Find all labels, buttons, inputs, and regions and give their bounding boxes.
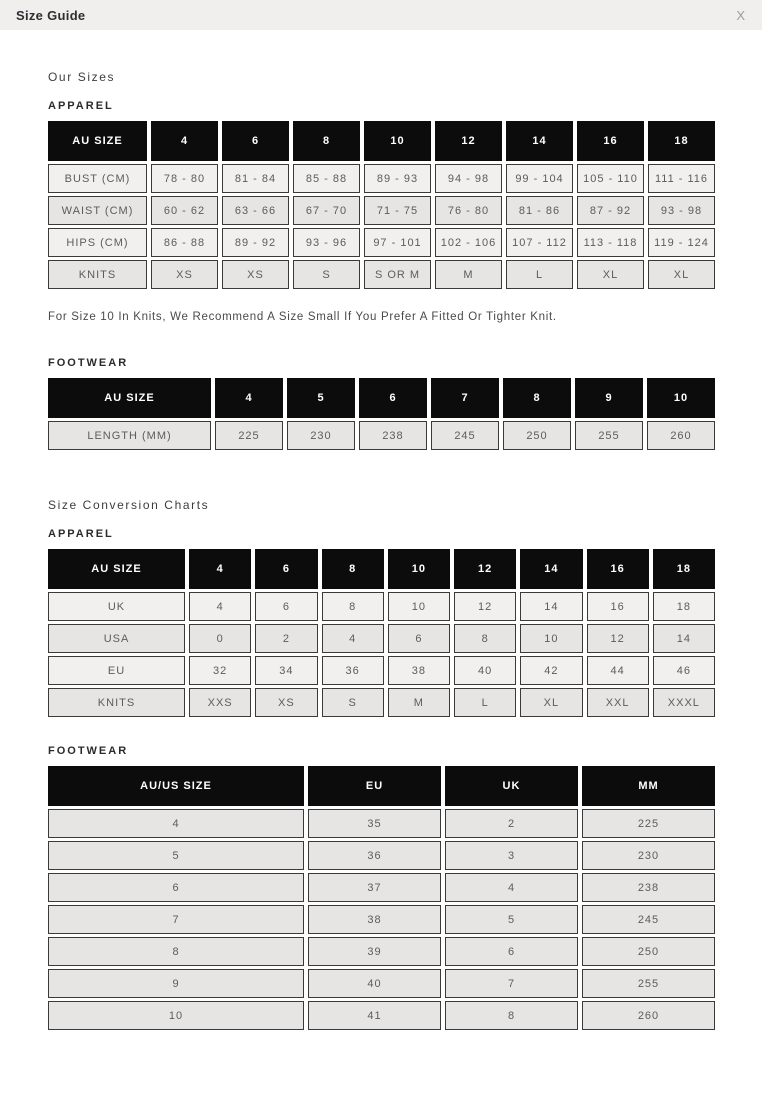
conversion-footwear-table: [48, 766, 715, 1030]
table-header-cell: 14: [520, 549, 582, 589]
table-header-cell: 8: [293, 121, 360, 161]
table-header-cell: 7: [431, 378, 499, 418]
table-header-cell: MM: [582, 766, 715, 806]
value-cell: 60 - 62: [151, 196, 218, 225]
value-cell: 67 - 70: [293, 196, 360, 225]
value-cell: 86 - 88: [151, 228, 218, 257]
value-cell: 6: [445, 937, 578, 966]
value-cell: S: [293, 260, 360, 289]
row-label-cell: EU: [48, 656, 185, 685]
table-header-cell: 6: [359, 378, 427, 418]
footwear-label-conversion: FOOTWEAR: [48, 745, 129, 757]
table-header-cell: 12: [435, 121, 502, 161]
row-label-cell: KNITS: [48, 688, 185, 717]
our-sizes-apparel-table: [48, 121, 715, 289]
value-cell: 225: [582, 809, 715, 838]
our-sizes-footwear-table: [48, 378, 715, 450]
close-icon[interactable]: X: [736, 7, 745, 23]
value-cell: 12: [587, 624, 649, 653]
table-header-cell: 4: [215, 378, 283, 418]
apparel-label-conversion: APPAREL: [48, 528, 114, 540]
value-cell: 78 - 80: [151, 164, 218, 193]
value-cell: 245: [582, 905, 715, 934]
modal-title: Size Guide: [16, 7, 86, 23]
row-label-cell: HIPS (CM): [48, 228, 147, 257]
value-cell: 3: [445, 841, 578, 870]
value-cell: 238: [582, 873, 715, 902]
value-cell: 81 - 84: [222, 164, 289, 193]
value-cell: 2: [445, 809, 578, 838]
value-cell: 250: [582, 937, 715, 966]
value-cell: 87 - 92: [577, 196, 644, 225]
table-header-cell: 10: [647, 378, 715, 418]
value-cell: 34: [255, 656, 317, 685]
value-cell: 7: [445, 969, 578, 998]
row-label-cell: USA: [48, 624, 185, 653]
value-cell: 36: [308, 841, 441, 870]
table-header-cell: 4: [189, 549, 251, 589]
value-cell: 76 - 80: [435, 196, 502, 225]
value-cell: XXL: [587, 688, 649, 717]
value-cell: 255: [575, 421, 643, 450]
value-cell: 2: [255, 624, 317, 653]
value-cell: 41: [308, 1001, 441, 1030]
value-cell: 16: [587, 592, 649, 621]
value-cell: XS: [255, 688, 317, 717]
value-cell: 12: [454, 592, 516, 621]
apparel-label-our-sizes: APPAREL: [48, 100, 114, 112]
value-cell: 97 - 101: [364, 228, 431, 257]
value-cell: 89 - 92: [222, 228, 289, 257]
table-header-cell: 10: [388, 549, 450, 589]
value-cell: 63 - 66: [222, 196, 289, 225]
value-cell: XL: [648, 260, 715, 289]
row-label-cell: 4: [48, 809, 304, 838]
table-header-cell: EU: [308, 766, 441, 806]
size-conversion-title: Size Conversion Charts: [48, 498, 210, 512]
table-header-cell: 14: [506, 121, 573, 161]
value-cell: 93 - 98: [648, 196, 715, 225]
value-cell: 39: [308, 937, 441, 966]
value-cell: 40: [308, 969, 441, 998]
value-cell: 46: [653, 656, 715, 685]
row-label-cell: WAIST (CM): [48, 196, 147, 225]
value-cell: 85 - 88: [293, 164, 360, 193]
table-header-cell: 6: [222, 121, 289, 161]
value-cell: 44: [587, 656, 649, 685]
value-cell: 4: [445, 873, 578, 902]
value-cell: 8: [322, 592, 384, 621]
table-header-cell: 12: [454, 549, 516, 589]
table-header-cell: 18: [648, 121, 715, 161]
value-cell: XXXL: [653, 688, 715, 717]
value-cell: 255: [582, 969, 715, 998]
value-cell: 14: [653, 624, 715, 653]
value-cell: 38: [388, 656, 450, 685]
value-cell: 37: [308, 873, 441, 902]
value-cell: M: [388, 688, 450, 717]
table-header-cell: 8: [503, 378, 571, 418]
value-cell: 245: [431, 421, 499, 450]
table-header-cell: 10: [364, 121, 431, 161]
table-header-cell: 16: [587, 549, 649, 589]
value-cell: XS: [151, 260, 218, 289]
value-cell: 113 - 118: [577, 228, 644, 257]
value-cell: S: [322, 688, 384, 717]
value-cell: 5: [445, 905, 578, 934]
row-label-cell: KNITS: [48, 260, 147, 289]
value-cell: 230: [287, 421, 355, 450]
row-label-cell: BUST (CM): [48, 164, 147, 193]
row-label-cell: 9: [48, 969, 304, 998]
value-cell: S OR M: [364, 260, 431, 289]
row-label-cell: 10: [48, 1001, 304, 1030]
table-header-cell: UK: [445, 766, 578, 806]
value-cell: 250: [503, 421, 571, 450]
table-header-cell: AU SIZE: [48, 378, 211, 418]
value-cell: 8: [445, 1001, 578, 1030]
row-label-cell: UK: [48, 592, 185, 621]
value-cell: 102 - 106: [435, 228, 502, 257]
value-cell: 81 - 86: [506, 196, 573, 225]
value-cell: XXS: [189, 688, 251, 717]
row-label-cell: 8: [48, 937, 304, 966]
value-cell: 18: [653, 592, 715, 621]
value-cell: 225: [215, 421, 283, 450]
value-cell: L: [506, 260, 573, 289]
value-cell: 105 - 110: [577, 164, 644, 193]
value-cell: 40: [454, 656, 516, 685]
value-cell: 94 - 98: [435, 164, 502, 193]
value-cell: 10: [388, 592, 450, 621]
row-label-cell: LENGTH (MM): [48, 421, 211, 450]
table-header-cell: 9: [575, 378, 643, 418]
table-header-cell: 4: [151, 121, 218, 161]
value-cell: 260: [582, 1001, 715, 1030]
value-cell: 14: [520, 592, 582, 621]
table-header-cell: 6: [255, 549, 317, 589]
value-cell: 230: [582, 841, 715, 870]
table-header-cell: 8: [322, 549, 384, 589]
value-cell: 6: [388, 624, 450, 653]
footwear-label-our-sizes: FOOTWEAR: [48, 357, 129, 369]
modal-header: [0, 0, 762, 30]
value-cell: 36: [322, 656, 384, 685]
value-cell: 238: [359, 421, 427, 450]
value-cell: 0: [189, 624, 251, 653]
value-cell: 8: [454, 624, 516, 653]
value-cell: XL: [577, 260, 644, 289]
row-label-cell: 6: [48, 873, 304, 902]
table-header-cell: AU/US SIZE: [48, 766, 304, 806]
size-guide-content: [0, 70, 762, 1030]
value-cell: 42: [520, 656, 582, 685]
value-cell: XS: [222, 260, 289, 289]
value-cell: 107 - 112: [506, 228, 573, 257]
value-cell: 4: [322, 624, 384, 653]
table-header-cell: 5: [287, 378, 355, 418]
value-cell: 99 - 104: [506, 164, 573, 193]
knits-note: For Size 10 In Knits, We Recommend A Size Small If You Prefer A Fitted Or Tighter Knit.: [48, 311, 557, 323]
value-cell: XL: [520, 688, 582, 717]
value-cell: 71 - 75: [364, 196, 431, 225]
value-cell: 93 - 96: [293, 228, 360, 257]
value-cell: 119 - 124: [648, 228, 715, 257]
table-header-cell: AU SIZE: [48, 121, 147, 161]
value-cell: M: [435, 260, 502, 289]
conversion-apparel-table: [48, 549, 715, 717]
value-cell: 260: [647, 421, 715, 450]
value-cell: 38: [308, 905, 441, 934]
our-sizes-title: Our Sizes: [48, 70, 116, 84]
value-cell: 6: [255, 592, 317, 621]
row-label-cell: 7: [48, 905, 304, 934]
value-cell: 35: [308, 809, 441, 838]
value-cell: L: [454, 688, 516, 717]
table-header-cell: 18: [653, 549, 715, 589]
value-cell: 10: [520, 624, 582, 653]
table-header-cell: 16: [577, 121, 644, 161]
row-label-cell: 5: [48, 841, 304, 870]
table-header-cell: AU SIZE: [48, 549, 185, 589]
value-cell: 4: [189, 592, 251, 621]
value-cell: 89 - 93: [364, 164, 431, 193]
value-cell: 111 - 116: [648, 164, 715, 193]
value-cell: 32: [189, 656, 251, 685]
